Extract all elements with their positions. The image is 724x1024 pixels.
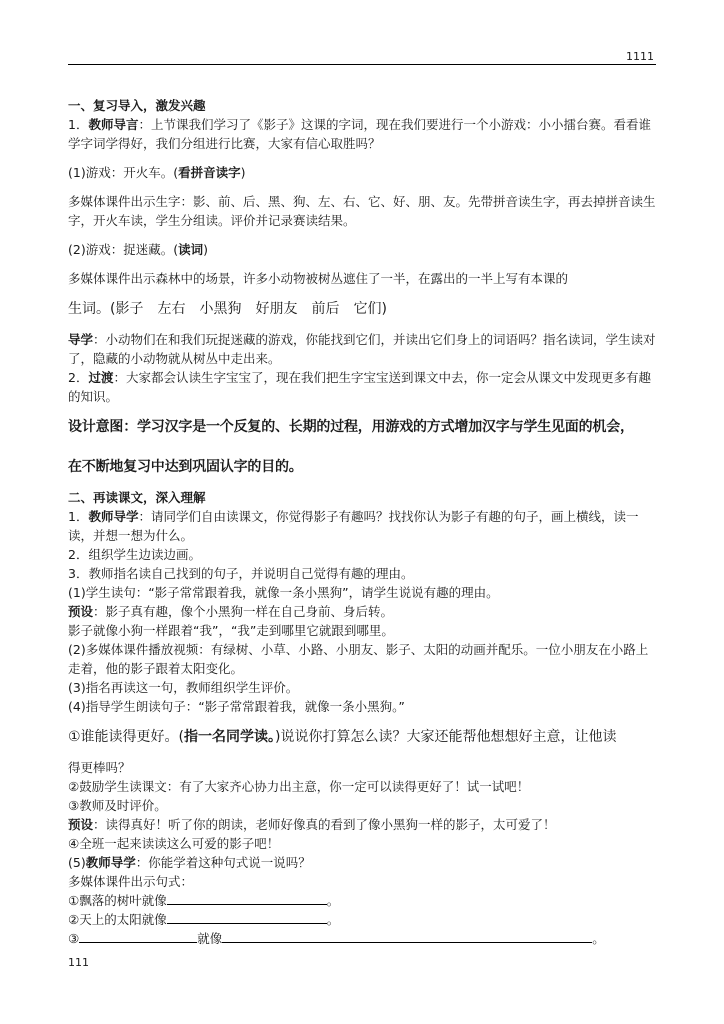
- footer-page-number: 111: [68, 956, 89, 969]
- game1-title: (1)游戏：开火车。(看拼音读字): [68, 165, 246, 180]
- step-2: 2．组织学生边读边画。: [68, 547, 201, 562]
- shadow-like-dog: 影子就像小狗一样跟着“我”，“我”走到哪里它就跟到哪里。: [68, 623, 394, 638]
- step-3-1: (1)学生读句：“影子常常跟着我，就像一条小黑狗”，请学生说说有趣的理由。: [68, 585, 499, 600]
- fill-blank-1: ①飘落的树叶就像 。: [68, 893, 340, 908]
- sentence-pattern-intro: 多媒体课件出示句式：: [68, 874, 194, 889]
- step-3-4: (4)指导学生朗读句子：“影子常常跟着我，就像一条小黑狗。”: [68, 699, 405, 714]
- design-intent-line2: 在不断地复习中达到巩固认字的目的。: [68, 459, 303, 475]
- game2-title: (2)游戏：捉迷藏。(读词): [68, 242, 208, 257]
- section2-heading: 二、再读课文，深入理解: [68, 490, 206, 505]
- teacher-guide-1: 1．教师导学：请同学们自由读课文，你觉得影子有趣吗？找找你认为影子有趣的句子，画上横线，读一读，并想一想为什么。: [68, 509, 639, 543]
- blank-line: [79, 930, 197, 943]
- game2-desc: 多媒体课件出示森林中的场景，许多小动物被树丛遮住了一半，在露出的一半上写有本课的: [68, 271, 569, 286]
- fill-blank-3: ③ 就像 。: [68, 931, 605, 946]
- step-3-3: (3)指名再读这一句，教师组织学生评价。: [68, 680, 299, 695]
- circle-4: ④全班一起来读读这么可爱的影子吧！: [68, 836, 280, 851]
- game2-words: 生词。(影子 左右 小黑狗 好朋友 前后 它们): [68, 301, 387, 317]
- blank-line: [167, 892, 327, 905]
- blank-line: [222, 930, 592, 943]
- header-page-number: 1111: [626, 50, 654, 63]
- circle-1-line2: 得更棒吗？: [68, 760, 131, 775]
- fill-blank-2: ②天上的太阳就像 。: [68, 912, 340, 927]
- header-rule: [68, 64, 656, 65]
- teacher-intro: 1．教师导言：上节课我们学习了《影子》这课的字词，现在我们要进行一个小游戏：小小擂台赛。看看谁学字词学得好，我们分组进行比赛，大家有信心取胜吗？: [68, 117, 651, 151]
- guide-paragraph: 导学：小动物们在和我们玩捉迷藏的游戏，你能找到它们，并读出它们身上的词语吗？指名读词，学生读对了，隐藏的小动物就从树丛中走出来。: [68, 332, 656, 366]
- game1-desc: 多媒体课件出示生字：影、前、后、黑、狗、左、右、它、好、朋、友。先带拼音读生字，再去掉拼音读生字，开火车读，学生分组读。评价并记录赛读结果。: [68, 194, 656, 228]
- circle-3: ③教师及时评价。: [68, 798, 167, 813]
- step-3-2: (2)多媒体课件播放视频：有绿树、小草、小路、小朋友、影子、太阳的动画并配乐。一位小朋友在小路上走着，他的影子跟着太阳变化。: [68, 642, 649, 676]
- design-intent-line1: 设计意图：学习汉字是一个反复的、长期的过程，用游戏的方式增加汉字与学生见面的机会，: [68, 419, 634, 435]
- step-3: 3．教师指名读自己找到的句子，并说明自己觉得有趣的理由。: [68, 566, 414, 581]
- circle-1-line1: ①谁能读得更好。(指一名同学读。)说说你打算怎么读？大家还能帮他想想好主意，让他读: [68, 729, 617, 745]
- document-body: [68, 96, 656, 948]
- preset-1: 预设：影子真有趣，像个小黑狗一样在自己身前、身后转。: [68, 604, 394, 619]
- preset-2: 预设：读得真好！听了你的朗读，老师好像真的看到了像小黑狗一样的影子，太可爱了！: [68, 817, 556, 832]
- circle-2: ②鼓励学生读课文：有了大家齐心协力出主意，你一定可以读得更好了！试一试吧！: [68, 779, 530, 794]
- teacher-guide-5: (5)教师导学：你能学着这种句式说一说吗？: [68, 855, 311, 870]
- transition-paragraph: 2．过渡：大家都会认读生字宝宝了，现在我们把生字宝宝送到课文中去，你一定会从课文中发现更多有趣的知识。: [68, 370, 651, 404]
- blank-line: [167, 911, 327, 924]
- section1-heading: 一、复习导入，激发兴趣: [68, 98, 206, 113]
